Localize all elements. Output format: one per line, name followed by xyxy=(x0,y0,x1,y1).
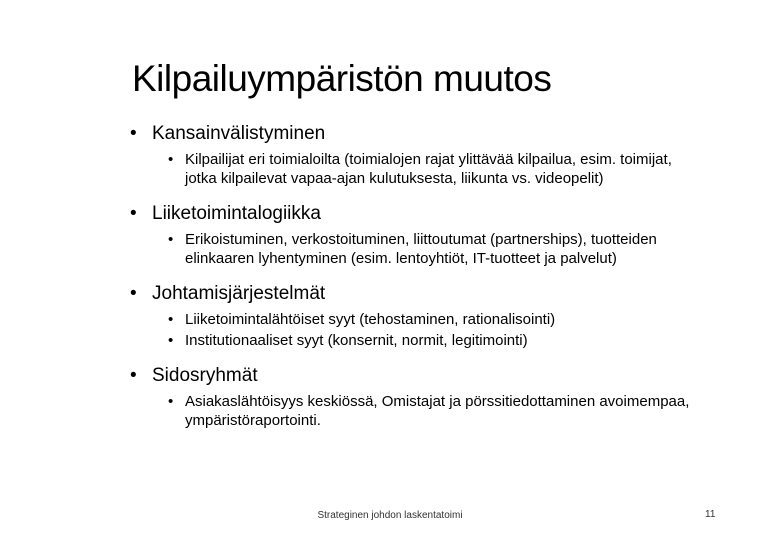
bullet-symbol: • xyxy=(130,123,137,144)
bullet-symbol: • xyxy=(168,332,174,349)
footer-text: Strateginen johdon laskentatoimi xyxy=(317,510,463,521)
bullet-symbol: • xyxy=(168,311,174,328)
bullet-level1 xyxy=(130,282,690,306)
bullet-level2 xyxy=(168,150,690,188)
bullet-level1 xyxy=(130,364,690,388)
bullet-level2 xyxy=(168,392,690,430)
bullet-symbol: • xyxy=(130,203,137,224)
bullet-level1 xyxy=(130,202,690,226)
section-item: Asiakaslähtöisyys keskiössä, Omistajat ja pörssitiedottaminen avoimempaa, ympäristöraportointi. xyxy=(185,393,690,429)
section-heading: Kansainvälistyminen xyxy=(152,123,326,144)
bullet-level2 xyxy=(168,331,690,350)
section-heading: Johtamisjärjestelmät xyxy=(152,283,326,304)
bullet-level2 xyxy=(168,310,690,329)
page-number: 11 xyxy=(705,509,716,520)
bullet-symbol: • xyxy=(168,151,174,168)
bullet-level2 xyxy=(168,230,690,268)
section-item: Institutionaaliset syyt (konsernit, normit, legitimointi) xyxy=(185,332,528,349)
section-heading: Liiketoimintalogiikka xyxy=(152,203,321,224)
slide-content xyxy=(130,122,690,430)
section-heading: Sidosryhmät xyxy=(152,365,258,386)
section-item: Kilpailijat eri toimialoilta (toimialojen rajat ylittävää kilpailua, esim. toimijat, jotka kilpailevat vapaa-ajan kulutuksesta, liikunta vs. videopelit) xyxy=(185,151,672,187)
bullet-symbol: • xyxy=(130,283,137,304)
section-item: Liiketoimintalähtöiset syyt (tehostaminen, rationalisointi) xyxy=(185,311,556,328)
bullet-level1 xyxy=(130,122,690,146)
bullet-symbol: • xyxy=(130,365,137,386)
slide-title: Kilpailuympäristön muutos xyxy=(132,58,552,99)
section-item: Erikoistuminen, verkostoituminen, liittoutumat (partnerships), tuotteiden elinkaaren lyhentyminen (esim. lentoyhtiöt, IT-tuotteet ja palvelut) xyxy=(185,231,657,267)
bullet-symbol: • xyxy=(168,393,174,410)
bullet-symbol: • xyxy=(168,231,174,248)
